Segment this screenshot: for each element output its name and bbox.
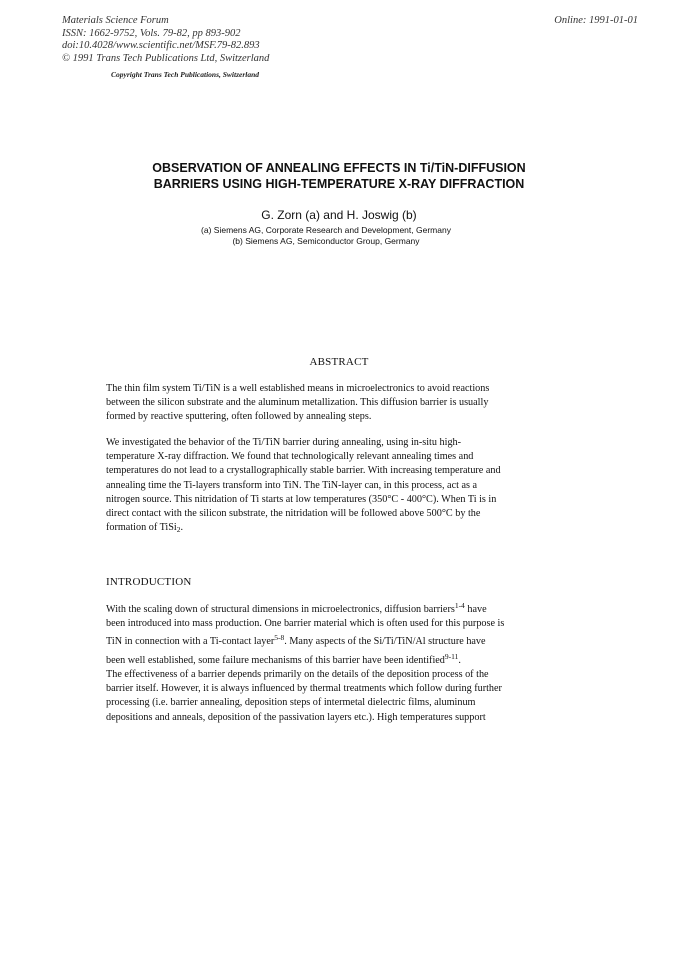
affiliation-b: (b) Siemens AG, Semiconductor Group, Germany	[232, 236, 420, 246]
journal-header	[62, 15, 269, 65]
text-line: nitrogen source. This nitridation of Ti starts at low temperatures (350°C - 400°C). When Ti is in	[106, 493, 497, 505]
text-fragment: TiN in connection with a Ti-contact layer	[106, 636, 275, 648]
reference-superscript: 1-4	[454, 601, 465, 610]
text-line	[106, 521, 546, 537]
abstract-paragraph-2	[106, 436, 546, 537]
authors: G. Zorn (a) and H. Joswig (b)	[261, 208, 417, 222]
text-line: processing (i.e. barrier annealing, deposition steps of intermetal dielectric films, aluminum	[106, 697, 476, 709]
text-line: We investigated the behavior of the Ti/TiN barrier during annealing, using in-situ high-	[106, 437, 462, 448]
text-line: barrier itself. However, it is always influenced by thermal treatments which follow during further	[106, 683, 502, 695]
text-line: formed by reactive sputtering, often followed by annealing steps.	[106, 411, 372, 423]
title-line-1: OBSERVATION OF ANNEALING EFFECTS IN Ti/TiN-DIFFUSION	[152, 161, 526, 175]
text-fragment: formation of TiSi	[106, 522, 177, 534]
text-line: been introduced into mass production. One barrier material which is often used for this purpose is	[106, 618, 505, 630]
text-line	[106, 631, 546, 649]
text-fragment: . Many aspects of the Si/Ti/TiN/Al structure have	[284, 636, 486, 648]
abstract-paragraph-1	[106, 382, 546, 425]
text-fragment: With the scaling down of structural dimensions in microelectronics, diffusion barriers	[106, 604, 455, 615]
online-date: Online: 1991-01-01	[554, 15, 638, 26]
introduction-paragraph-1	[106, 599, 546, 668]
journal-name: Materials Science Forum	[62, 15, 169, 26]
reference-superscript: 9-11	[444, 651, 459, 661]
text-line	[106, 599, 546, 617]
abstract-heading: ABSTRACT	[309, 356, 369, 368]
text-line	[106, 650, 546, 668]
text-fragment: been well established, some failure mechanisms of this barrier have been identified	[106, 654, 445, 666]
text-line: temperatures do not lead to a crystallographically stable barrier. With increasing temperature and	[106, 465, 501, 477]
doi-line: doi:10.4028/www.scientific.net/MSF.79-82.893	[62, 40, 260, 51]
introduction-heading: INTRODUCTION	[106, 576, 192, 588]
publisher-line: © 1991 Trans Tech Publications Ltd, Switzerland	[62, 52, 270, 64]
text-line: between the silicon substrate and the aluminum metallization. This diffusion barrier is usually	[106, 397, 489, 409]
text-line: temperature X-ray diffraction. We found that technologically relevant annealing times and	[106, 451, 474, 463]
text-line: The effectiveness of a barrier depends primarily on the details of the deposition process of the	[106, 669, 489, 680]
paper-title	[0, 161, 678, 192]
introduction-paragraph-2	[106, 668, 546, 725]
subscript: 2	[176, 525, 181, 535]
issn-line: ISSN: 1662-9752, Vols. 79-82, pp 893-902	[62, 27, 241, 39]
title-line-2: BARRIERS USING HIGH-TEMPERATURE X-RAY DIFFRACTION	[153, 176, 525, 191]
text-line: depositions and anneals, deposition of the passivation layers etc.). High temperatures support	[106, 711, 486, 723]
text-fragment: .	[180, 522, 184, 534]
affiliation-a: (a) Siemens AG, Corporate Research and Development, Germany	[201, 225, 451, 235]
text-line: direct contact with the silicon substrate, the nitridation will be followed above 500°C by the	[106, 508, 481, 520]
text-fragment: have	[464, 604, 487, 615]
text-line: annealing time the Ti-layers transform into TiN. The TiN-layer can, in this process, act as a	[106, 479, 478, 491]
text-fragment: .	[458, 654, 461, 666]
copyright-notice: Copyright Trans Tech Publications, Switzerland	[111, 70, 260, 79]
text-line: The thin film system Ti/TiN is a well established means in microelectronics to avoid reactions	[106, 383, 490, 394]
reference-superscript: 5-8	[274, 633, 285, 643]
